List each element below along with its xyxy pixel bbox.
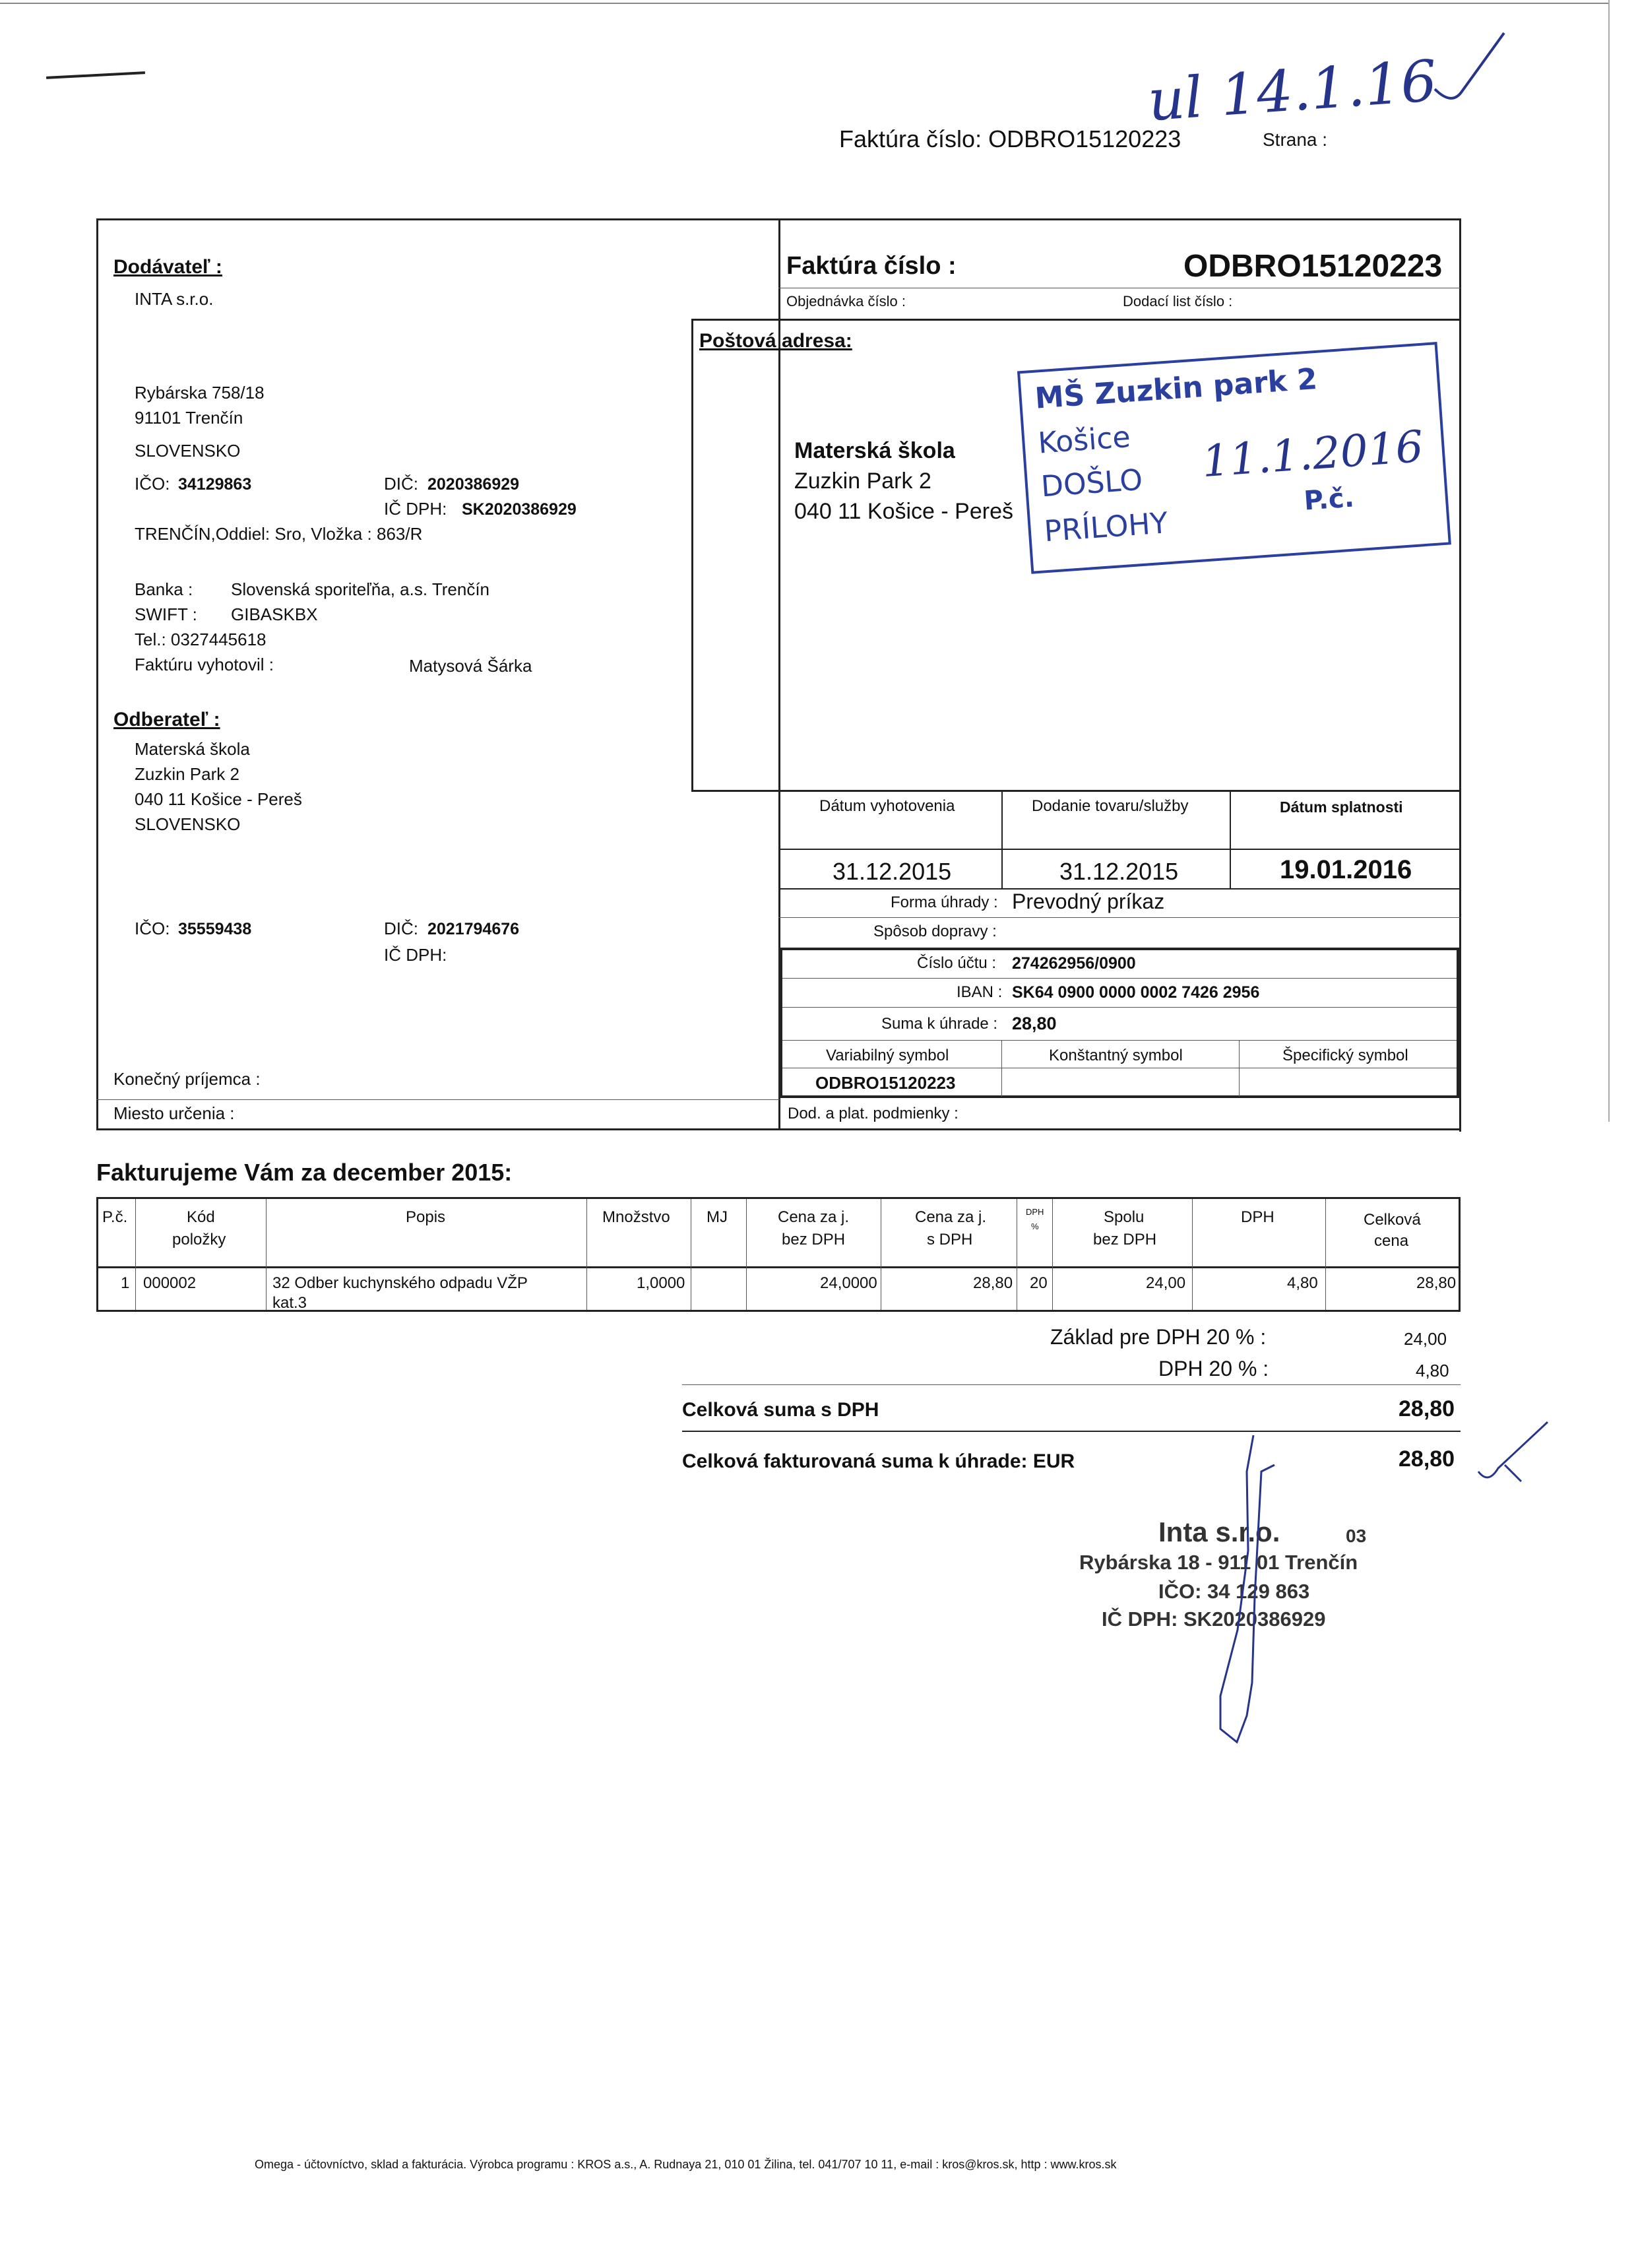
amount-value: 28,80: [1012, 1014, 1057, 1033]
header-unit-net-1: Cena za j.: [778, 1208, 850, 1226]
vat-base-label: Základ pre DPH 20 % :: [1050, 1325, 1267, 1349]
header-code-1: Kód: [187, 1208, 215, 1226]
bank-box-top: [780, 948, 1459, 950]
issue-date: 31.12.2015: [833, 858, 952, 885]
header-pc: P.č.: [102, 1208, 128, 1226]
customer-dic: 2021794676: [427, 920, 520, 938]
symbols-v1: [1001, 1040, 1002, 1097]
supplier-icdph-label: IČ DPH:: [384, 499, 447, 519]
iban-divider: [782, 1007, 1457, 1008]
iban: SK64 0900 0000 0002 7426 2956: [1012, 983, 1260, 1002]
signature: [1174, 1432, 1306, 1762]
postal-bottom: [691, 790, 1461, 792]
header-total-1: Celková: [1364, 1211, 1421, 1229]
amount-label: Suma k úhrade :: [881, 1015, 998, 1033]
customer-street: Zuzkin Park 2: [135, 764, 239, 784]
customer-ico-label: IČO:: [135, 919, 170, 938]
stamp-handwritten-date: 11.1.2016: [1200, 421, 1425, 488]
dates-divider: [778, 849, 1461, 850]
vat-label: DPH 20 % :: [1158, 1357, 1269, 1380]
row-qty: 1,0000: [637, 1274, 685, 1292]
check-mark-top: [1432, 26, 1511, 106]
swift-code: GIBASKBX: [231, 604, 318, 624]
customer-name: Materská škola: [135, 739, 250, 759]
iban-label: IBAN :: [957, 983, 1003, 1001]
top-invoice-number: Faktúra číslo: ODBRO15120223: [839, 125, 1181, 152]
postal-left: [691, 319, 693, 791]
supplier-registry: TRENČÍN,Oddiel: Sro, Vložka : 863/R: [135, 524, 423, 544]
header-unit-gross-1: Cena za j.: [915, 1208, 987, 1226]
supplier-heading: Dodávateľ :: [113, 256, 222, 278]
grand-total-label: Celková fakturovaná suma k úhrade: EUR: [682, 1450, 1075, 1472]
header-unit-gross-2: s DPH: [927, 1231, 973, 1248]
row-total: 28,80: [1416, 1274, 1457, 1292]
vs-label: Variabilný symbol: [826, 1047, 949, 1064]
col-sep-8: [1052, 1199, 1053, 1310]
issued-by-label: Faktúru vyhotovil :: [135, 655, 274, 674]
invoice-label: Faktúra číslo :: [786, 252, 957, 280]
row-vat: 4,80: [1287, 1274, 1318, 1292]
swift-label: SWIFT :: [135, 604, 197, 624]
header-vat-pct-2: %: [1031, 1221, 1039, 1231]
delivery-date: 31.12.2015: [1059, 858, 1179, 885]
header-total-2: cena: [1374, 1232, 1409, 1250]
billing-title: Fakturujeme Vám za december 2015:: [96, 1159, 513, 1186]
bank-box-bottom: [780, 1095, 1459, 1098]
supplier-ico-label: IČO:: [135, 474, 170, 494]
issue-date-label: Dátum vyhotovenia: [819, 797, 955, 815]
bank-label: Banka :: [135, 579, 193, 599]
delivery-note-label: Dodací list číslo :: [1123, 293, 1233, 309]
total-vat-label: Celková suma s DPH: [682, 1399, 879, 1421]
handwritten-date-top: ul 14.1.16: [1146, 48, 1439, 135]
invoice-number: ODBRO15120223: [1183, 249, 1443, 284]
supplier-phone: Tel.: 0327445618: [135, 630, 267, 649]
stamp-line2: Košice: [1036, 420, 1132, 461]
symbols-v2: [1239, 1040, 1240, 1097]
header-vat: DPH: [1241, 1208, 1274, 1226]
row-vat-pct: 20: [1030, 1274, 1048, 1292]
header-total-net-1: Spolu: [1104, 1208, 1145, 1226]
col-sep-9: [1192, 1199, 1193, 1310]
scan-mark-left: [46, 71, 145, 79]
payment-divider: [778, 917, 1461, 918]
bank-name: Slovenská sporiteľňa, a.s. Trenčín: [231, 579, 490, 599]
header-code-2: položky: [172, 1231, 226, 1248]
customer-ico: 35559438: [178, 920, 252, 938]
col-sep-2: [266, 1199, 267, 1310]
customer-city: 040 11 Košice - Pereš: [135, 789, 302, 809]
stamp-line3: DOŠLO: [1040, 463, 1144, 504]
dates-v1: [1001, 792, 1003, 890]
company-stamp-icdph: IČ DPH: SK2020386929: [1102, 1607, 1326, 1631]
stamp-line4: PRÍLOHY: [1043, 506, 1169, 549]
summary-divider-1: [682, 1384, 1461, 1385]
header-vat-pct-1: DPH: [1026, 1207, 1044, 1217]
check-mark-total: [1475, 1419, 1554, 1485]
postal-heading: Poštová adresa:: [699, 330, 852, 352]
scan-right-edge: [1608, 0, 1610, 1122]
received-stamp: [1017, 342, 1450, 575]
due-date: 19.01.2016: [1280, 855, 1412, 884]
postal-top: [691, 319, 1461, 321]
vs-value: ODBRO15120223: [815, 1073, 956, 1093]
stamp-pc: P.č.: [1303, 482, 1356, 517]
supplier-name: INTA s.r.o.: [135, 289, 214, 309]
account-number: 274262956/0900: [1012, 954, 1136, 973]
col-sep-1: [135, 1199, 136, 1310]
row-pc: 1: [121, 1274, 130, 1292]
account-divider: [782, 978, 1457, 979]
company-stamp-name: Inta s.r.o.: [1158, 1516, 1280, 1547]
account-label: Číslo účtu :: [917, 954, 997, 972]
vat-value: 4,80: [1416, 1361, 1449, 1380]
scan-top-edge: [0, 3, 1610, 4]
final-recipient-label: Konečný príjemca :: [113, 1069, 261, 1089]
customer-icdph-label: IČ DPH:: [384, 945, 447, 965]
due-date-label: Dátum splatnosti: [1280, 798, 1403, 816]
row-code: 000002: [143, 1274, 197, 1292]
header-total-net-2: bez DPH: [1093, 1231, 1157, 1248]
postal-name: Materská škola: [794, 438, 955, 463]
row-desc-1: 32 Odber kuchynského odpadu VŽP: [272, 1274, 528, 1292]
postal-city: 040 11 Košice - Pereš: [794, 499, 1013, 524]
col-sep-10: [1325, 1199, 1326, 1310]
customer-dic-label: DIČ:: [384, 919, 418, 938]
order-label: Objednávka číslo :: [786, 293, 906, 309]
stamp-line1: MŠ Zuzkin park 2: [1034, 362, 1319, 416]
postal-street: Zuzkin Park 2: [794, 469, 931, 494]
supplier-street: Rybárska 758/18: [135, 383, 265, 403]
supplier-icdph: SK2020386929: [462, 500, 577, 519]
row-unit-net: 24,0000: [820, 1274, 877, 1292]
customer-heading: Odberateľ :: [113, 709, 220, 730]
ss-label: Špecifický symbol: [1282, 1047, 1408, 1064]
summary-divider-2: [682, 1431, 1461, 1432]
header-mj: MJ: [707, 1208, 728, 1226]
items-table: [96, 1197, 1461, 1312]
row-desc-2: kat.3: [272, 1294, 307, 1312]
items-header-divider: [98, 1266, 1459, 1268]
total-vat-value: 28,80: [1399, 1396, 1455, 1421]
terms-label: Dod. a plat. podmienky :: [788, 1105, 959, 1122]
vat-base-value: 24,00: [1404, 1329, 1447, 1349]
header-qty: Množstvo: [602, 1208, 670, 1226]
supplier-dic-label: DIČ:: [384, 474, 418, 494]
recipient-divider: [96, 1099, 780, 1100]
amount-divider: [782, 1040, 1457, 1041]
company-stamp-address: Rybárska 18 - 911 01 Trenčín: [1079, 1551, 1358, 1574]
col-sep-3: [586, 1199, 587, 1310]
company-stamp-number: 03: [1346, 1526, 1367, 1546]
company-stamp-ico: IČO: 34 129 863: [1158, 1580, 1310, 1603]
transport-label: Spôsob dopravy :: [873, 923, 997, 940]
issued-by-name: Matysová Šárka: [409, 656, 532, 676]
delivery-date-label: Dodanie tovaru/služby: [1032, 797, 1189, 815]
dates-v2: [1230, 792, 1231, 890]
col-sep-5: [746, 1199, 747, 1310]
supplier-ico: 34129863: [178, 475, 252, 494]
footer-text: Omega - účtovníctvo, sklad a fakturácia. Výrobca programu : KROS a.s., A. Rudnaya 21, 010 01 Žilina, tel. 041/707 10 11, e-mail : kros@kros.sk, http : www.kros.sk: [255, 2158, 1117, 2171]
page-label: Strana :: [1263, 129, 1328, 150]
grand-total-value: 28,80: [1399, 1446, 1455, 1472]
frame-right: [1459, 218, 1461, 1132]
header-desc: Popis: [406, 1208, 446, 1226]
ks-label: Konštantný symbol: [1049, 1047, 1183, 1064]
header-unit-net-2: bez DPH: [782, 1231, 846, 1248]
supplier-city: 91101 Trenčín: [135, 408, 243, 428]
destination-label: Miesto určenia :: [113, 1103, 235, 1123]
bank-box-right: [1457, 948, 1459, 1098]
frame-left: [96, 218, 98, 1129]
supplier-dic: 2020386929: [427, 475, 520, 494]
bank-box-left: [780, 948, 782, 1098]
customer-country: SLOVENSKO: [135, 814, 241, 834]
payment-method-label: Forma úhrady :: [891, 893, 998, 911]
payment-method: Prevodný príkaz: [1012, 890, 1165, 913]
supplier-country: SLOVENSKO: [135, 441, 241, 461]
row-unit-gross: 28,80: [973, 1274, 1013, 1292]
row-total-net: 24,00: [1146, 1274, 1186, 1292]
